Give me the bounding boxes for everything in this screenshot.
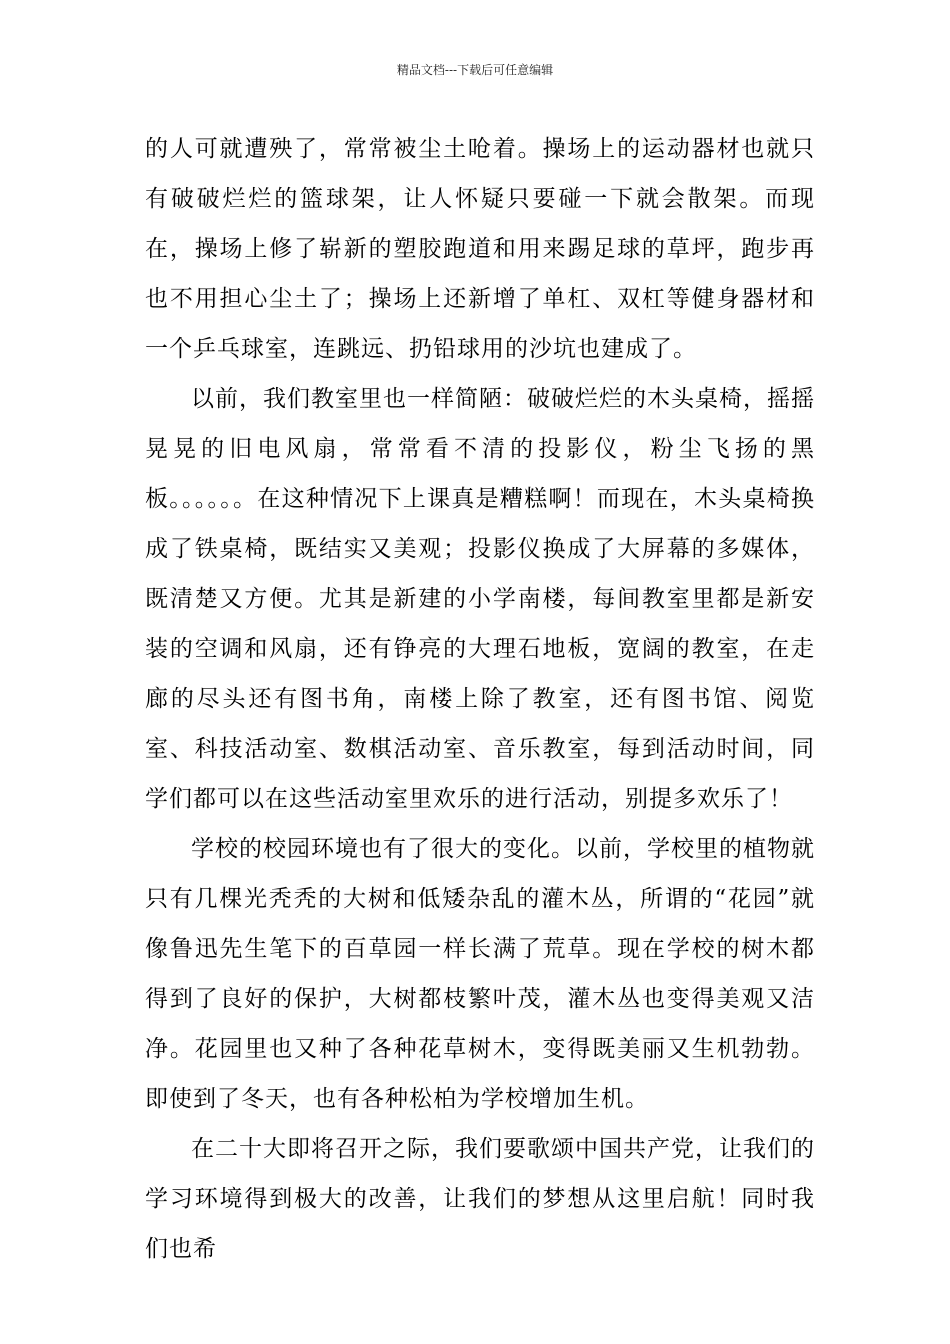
document-body <box>145 124 815 1274</box>
paragraph-4: 在二十大即将召开之际，我们要歌颂中国共产党，让我们的学习环境得到极大的改善，让我们的梦想从这里启航！同时我们也希 <box>145 1136 815 1262</box>
paragraph-1: 的人可就遭殃了，常常被尘土呛着。操场上的运动器材也就只有破破烂烂的篮球架，让人怀疑只要碰一下就会散架。而现在，操场上修了崭新的塑胶跑道和用来踢足球的草坪，跑步再也不用担心尘土了；操场上还新增了单杠、双杠等健身器材和一个乒乓球室，连跳远、扔铅球用的沙坑也建成了。 <box>145 136 815 362</box>
paragraph-3: 学校的校园环境也有了很大的变化。以前，学校里的植物就只有几棵光秃秃的大树和低矮杂乱的灌木丛，所谓的“花园”就像鲁迅先生笔下的百草园一样长满了荒草。现在学校的树木都得到了良好的保护，大树都枝繁叶茂，灌木丛也变得美观又洁净。花园里也又种了各种花草树木，变得既美丽又生机勃勃。即使到了冬天，也有各种松柏为学校增加生机。 <box>145 836 815 1112</box>
paragraph-2: 以前，我们教室里也一样简陋：破破烂烂的木头桌椅，摇摇晃晃的旧电风扇，常常看不清的投影仪，粉尘飞扬的黑板。。。。。。在这种情况下上课真是糟糕啊！而现在，木头桌椅换成了铁桌椅，既结实又美观；投影仪换成了大屏幕的多媒体，既清楚又方便。尤其是新建的小学南楼，每间教室里都是新安装的空调和风扇，还有铮亮的大理石地板，宽阔的教室，在走廊的尽头还有图书角，南楼上除了教室，还有图书馆、阅览室、科技活动室、数棋活动室、音乐教室，每到活动时间，同学们都可以在这些活动室里欢乐的进行活动，别提多欢乐了！ <box>145 386 815 812</box>
page-header: 精品文档---下载后可任意编辑 <box>396 63 554 77</box>
